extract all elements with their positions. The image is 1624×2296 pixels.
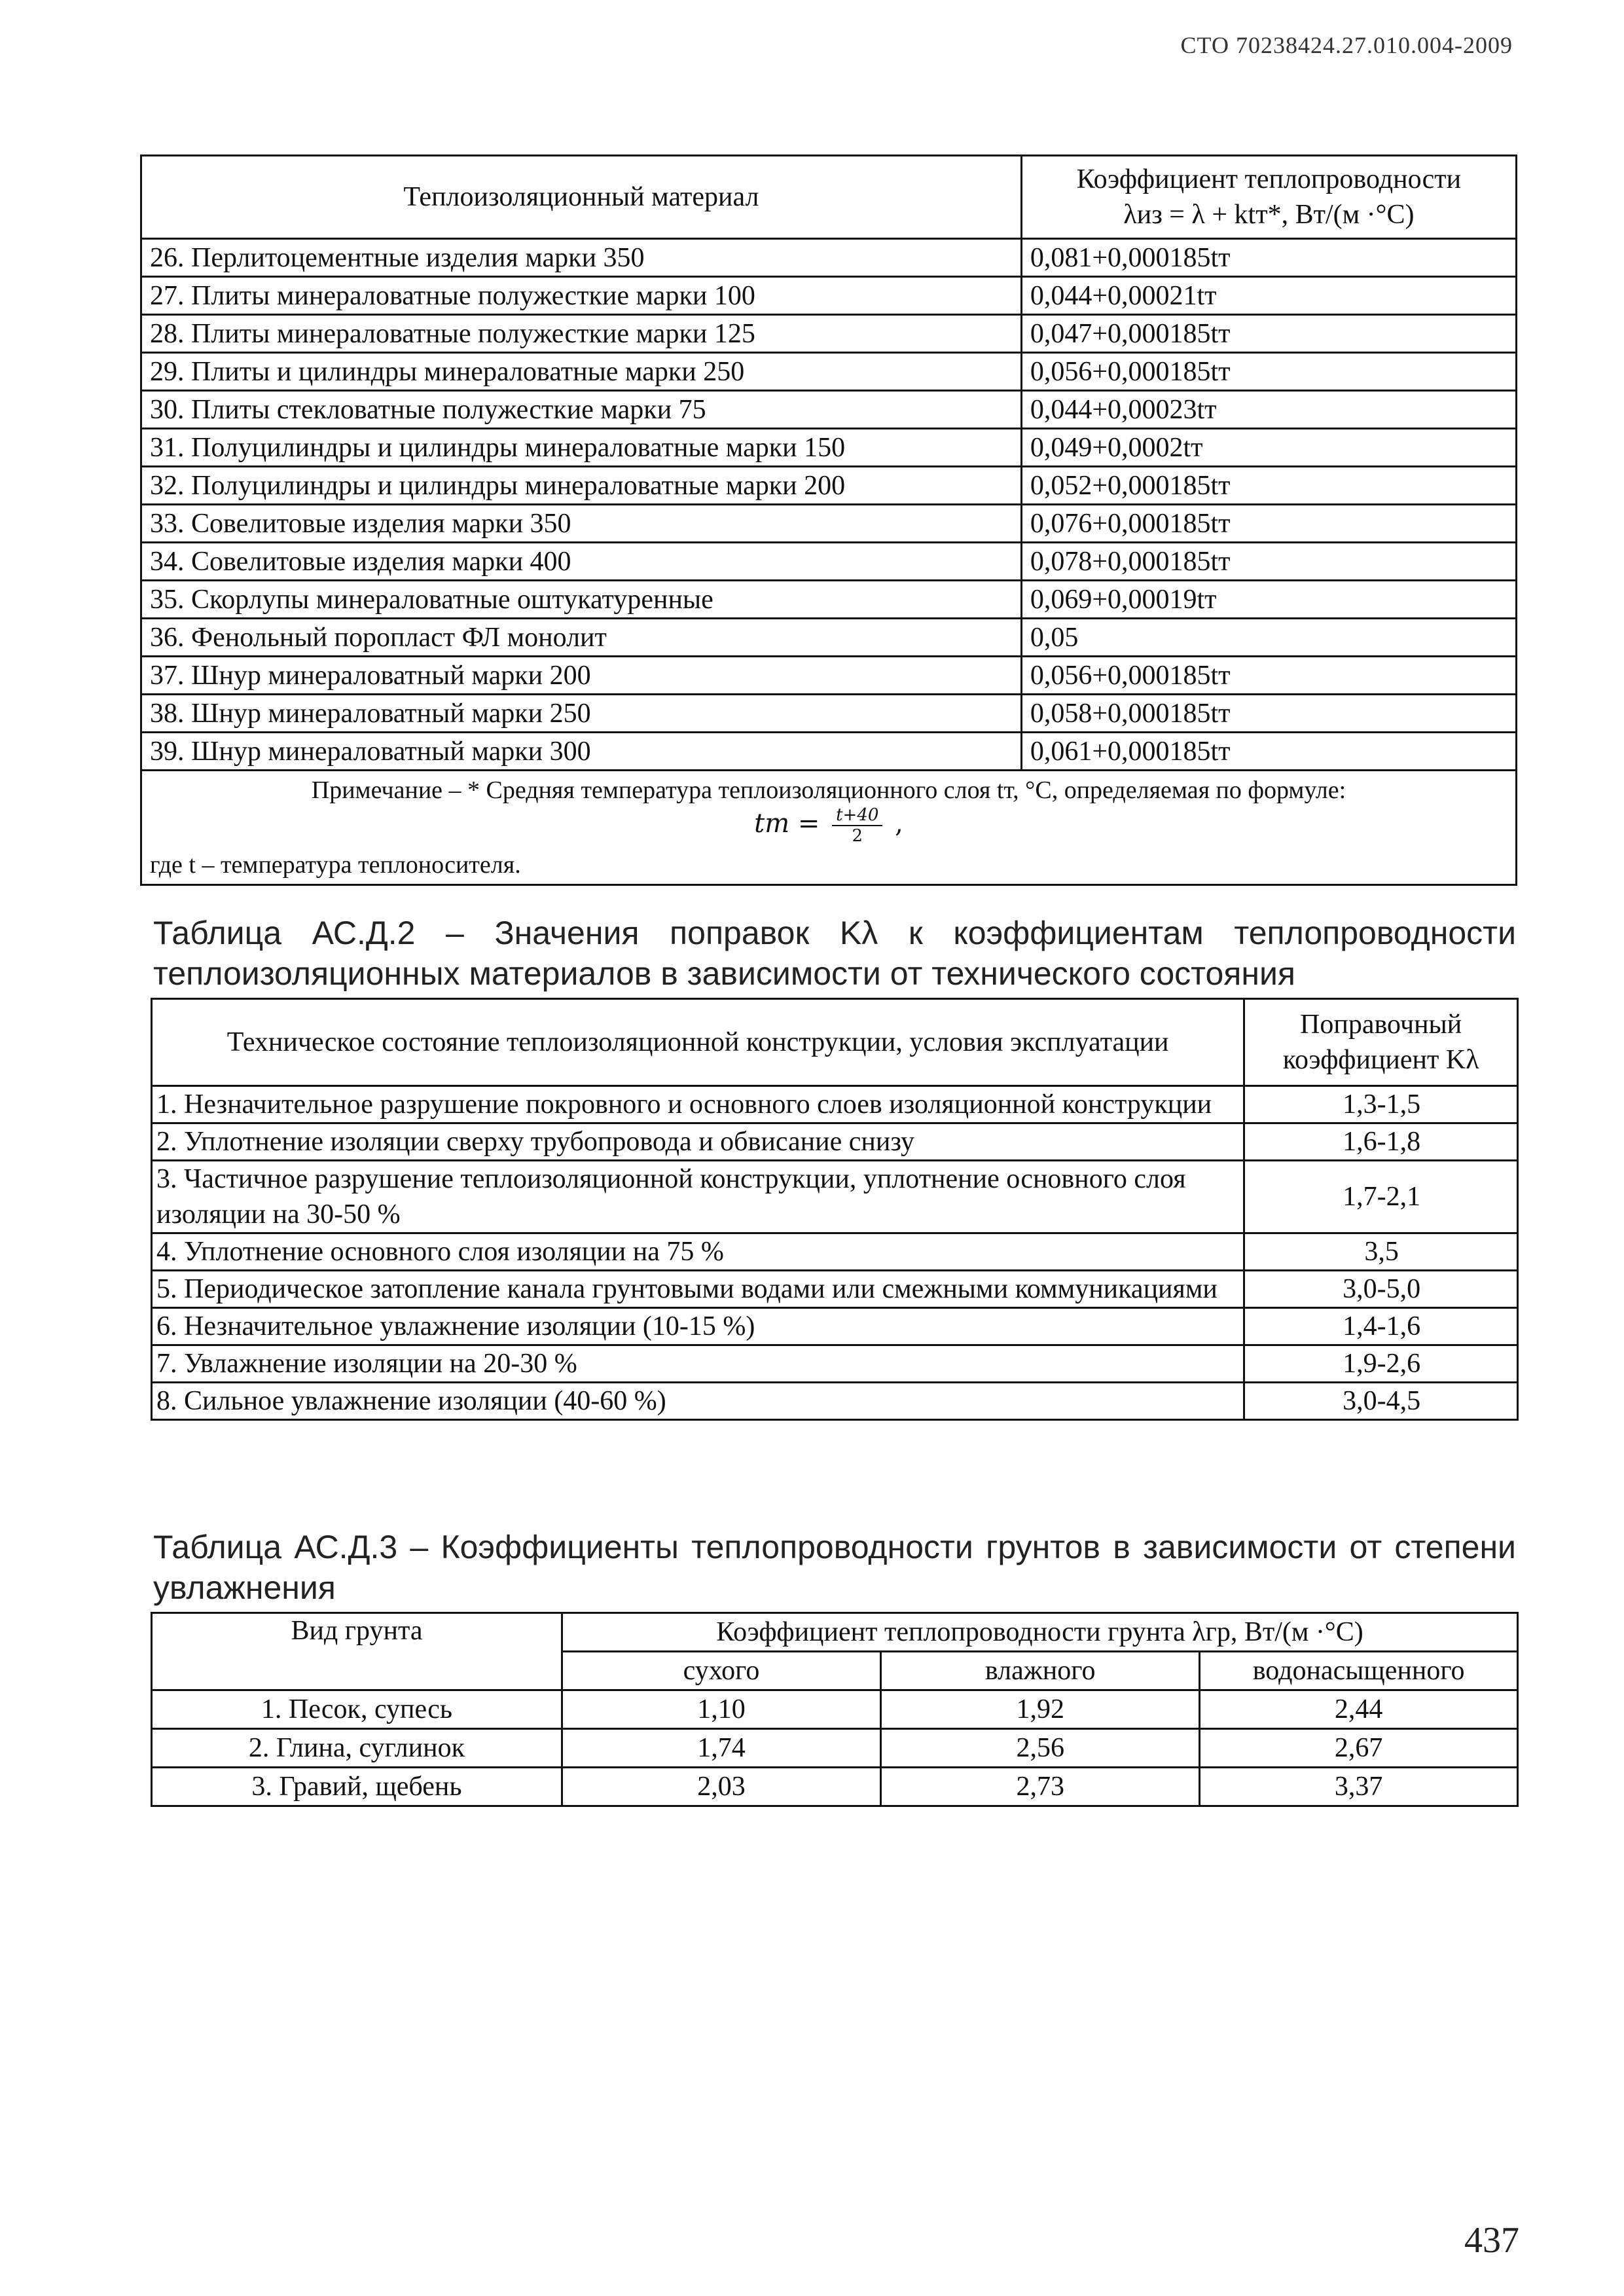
material-cell: 36. Фенольный поропласт ФЛ монолит: [141, 619, 1022, 657]
correction-value-cell: 1,6-1,8: [1244, 1123, 1518, 1161]
soil-cell: 2. Глина, суглинок: [152, 1729, 562, 1768]
material-cell: 37. Шнур минераловатный марки 200: [141, 657, 1022, 695]
state-cell: 1. Незначительное разрушение покровного и основного слоев изоляционной конструкции: [152, 1086, 1244, 1123]
coefficient-cell: 0,058+0,000185tт: [1021, 695, 1516, 733]
note-cell: [141, 771, 1517, 885]
dry-value-cell: 2,03: [562, 1768, 880, 1806]
correction-value-cell: 1,9-2,6: [1244, 1345, 1518, 1383]
table-row: [141, 239, 1517, 277]
dry-value-cell: 1,10: [562, 1690, 880, 1729]
soil-cell: 1. Песок, супесь: [152, 1690, 562, 1729]
coefficient-cell: 0,056+0,000185tт: [1021, 353, 1516, 391]
table-row: [141, 695, 1517, 733]
table-row: [152, 1086, 1518, 1123]
state-cell: 4. Уплотнение основного слоя изоляции на 75 %: [152, 1233, 1244, 1271]
wet-value-cell: 1,92: [881, 1690, 1200, 1729]
table-row: [141, 543, 1517, 581]
table-row: [152, 1271, 1518, 1308]
column-header-correction: Поправочный коэффициент Kλ: [1244, 999, 1518, 1086]
subheader-wet: влажного: [881, 1652, 1200, 1690]
correction-value-cell: 3,0-5,0: [1244, 1271, 1518, 1308]
coefficient-cell: 0,052+0,000185tт: [1021, 467, 1516, 505]
state-cell: 3. Частичное разрушение теплоизоляционной конструкции, уплотнение основного слоя изоляции на 30-50 %: [152, 1161, 1244, 1233]
state-cell: 5. Периодическое затопление канала грунтовыми водами или смежными коммуникациями: [152, 1271, 1244, 1308]
column-header-soil: Вид грунта: [152, 1613, 562, 1690]
table-row: [152, 1345, 1518, 1383]
table-row: [152, 1768, 1518, 1806]
note-text: Примечание – * Средняя температура теплоизоляционного слоя tт, °С, определяемая по формуле:: [311, 776, 1346, 804]
table-header-row: [152, 999, 1518, 1086]
table-row: [141, 733, 1517, 771]
coefficient-cell: 0,047+0,000185tт: [1021, 315, 1516, 353]
table-row: [152, 1161, 1518, 1233]
subheader-saturated: водонасыщенного: [1200, 1652, 1518, 1690]
coefficient-cell: 0,049+0,0002tт: [1021, 429, 1516, 467]
coefficient-cell: 0,081+0,000185tт: [1021, 239, 1516, 277]
state-cell: 8. Сильное увлажнение изоляции (40-60 %): [152, 1383, 1244, 1420]
note-row: [141, 771, 1517, 885]
material-cell: 33. Совелитовые изделия марки 350: [141, 505, 1022, 543]
column-header-group: Коэффициент теплопроводности грунта λгр, Вт/(м ·°С): [562, 1613, 1517, 1652]
correction-value-cell: 1,7-2,1: [1244, 1161, 1518, 1233]
coefficient-cell: 0,076+0,000185tт: [1021, 505, 1516, 543]
state-cell: 7. Увлажнение изоляции на 20-30 %: [152, 1345, 1244, 1383]
table3-caption: Таблица АС.Д.3 – Коэффициенты теплопроводности грунтов в зависимости от степени увлажнения: [153, 1529, 1516, 1606]
material-cell: 39. Шнур минераловатный марки 300: [141, 733, 1022, 771]
column-header-state: Техническое состояние теплоизоляционной конструкции, условия эксплуатации: [152, 999, 1244, 1086]
material-cell: 35. Скорлупы минераловатные оштукатуренные: [141, 581, 1022, 619]
coefficient-header-line1: Коэффициент теплопроводности: [1076, 164, 1462, 194]
coefficient-cell: 0,069+0,00019tт: [1021, 581, 1516, 619]
soil-conductivity-table: [151, 1612, 1519, 1807]
material-cell: 27. Плиты минераловатные полужесткие марки 100: [141, 277, 1022, 315]
coefficient-cell: 0,044+0,00023tт: [1021, 391, 1516, 429]
table-row: [141, 467, 1517, 505]
formula-fraction: [832, 805, 882, 846]
formula-lhs: tт =: [754, 809, 820, 839]
saturated-value-cell: 2,67: [1200, 1729, 1518, 1768]
saturated-value-cell: 3,37: [1200, 1768, 1518, 1806]
table-row: [141, 505, 1517, 543]
column-header-material: Теплоизоляционный материал: [141, 156, 1022, 239]
table-row: [141, 391, 1517, 429]
material-cell: 28. Плиты минераловатные полужесткие марки 125: [141, 315, 1022, 353]
table2-caption: Таблица АС.Д.2 – Значения поправок Kλ к коэффициентам теплопроводности теплоизоляционных материалов в зависимости от технического состояния: [153, 915, 1516, 992]
wet-value-cell: 2,56: [881, 1729, 1200, 1768]
material-cell: 31. Полуцилиндры и цилиндры минераловатные марки 150: [141, 429, 1022, 467]
formula-tail: ,: [895, 809, 903, 839]
table-row: [152, 1729, 1518, 1768]
table-row: [141, 353, 1517, 391]
coefficient-cell: 0,05: [1021, 619, 1516, 657]
correction-coefficients-table: [151, 998, 1519, 1421]
material-cell: 30. Плиты стекловатные полужесткие марки 75: [141, 391, 1022, 429]
insulation-materials-table: [140, 155, 1517, 886]
mean-temperature-formula: [150, 805, 1507, 850]
table-row: [141, 619, 1517, 657]
wet-value-cell: 2,73: [881, 1768, 1200, 1806]
table-row: [141, 657, 1517, 695]
formula-numerator: t+40: [832, 805, 882, 826]
column-header-coefficient: [1021, 156, 1516, 239]
material-cell: 26. Перлитоцементные изделия марки 350: [141, 239, 1022, 277]
state-cell: 2. Уплотнение изоляции сверху трубопровода и обвисание снизу: [152, 1123, 1244, 1161]
table-row: [152, 1308, 1518, 1345]
subheader-dry: сухого: [562, 1652, 880, 1690]
material-cell: 29. Плиты и цилиндры минераловатные марки 250: [141, 353, 1022, 391]
coefficient-cell: 0,044+0,00021tт: [1021, 277, 1516, 315]
coefficient-header-line2: λиз = λ + ktт*, Вт/(м ·°С): [1123, 200, 1415, 230]
table-row: [141, 581, 1517, 619]
correction-value-cell: 3,5: [1244, 1233, 1518, 1271]
table-row: [152, 1383, 1518, 1420]
material-cell: 34. Совелитовые изделия марки 400: [141, 543, 1022, 581]
table-row: [152, 1690, 1518, 1729]
where-text: где t – температура теплоносителя.: [150, 851, 521, 879]
document-code: СТО 70238424.27.010.004-2009: [1180, 32, 1513, 58]
coefficient-cell: 0,078+0,000185tт: [1021, 543, 1516, 581]
correction-value-cell: 3,0-4,5: [1244, 1383, 1518, 1420]
correction-value-cell: 1,3-1,5: [1244, 1086, 1518, 1123]
saturated-value-cell: 2,44: [1200, 1690, 1518, 1729]
state-cell: 6. Незначительное увлажнение изоляции (10-15 %): [152, 1308, 1244, 1345]
correction-value-cell: 1,4-1,6: [1244, 1308, 1518, 1345]
table-header-row: [141, 156, 1517, 239]
table-row: [141, 277, 1517, 315]
dry-value-cell: 1,74: [562, 1729, 880, 1768]
table-row: [141, 429, 1517, 467]
table-header-row: [152, 1613, 1518, 1652]
formula-denominator: 2: [852, 826, 863, 846]
table-row: [152, 1123, 1518, 1161]
material-cell: 38. Шнур минераловатный марки 250: [141, 695, 1022, 733]
table-row: [141, 315, 1517, 353]
coefficient-cell: 0,056+0,000185tт: [1021, 657, 1516, 695]
material-cell: 32. Полуцилиндры и цилиндры минераловатные марки 200: [141, 467, 1022, 505]
coefficient-cell: 0,061+0,000185tт: [1021, 733, 1516, 771]
page-number: 437: [1464, 2220, 1519, 2261]
table-row: [152, 1233, 1518, 1271]
soil-cell: 3. Гравий, щебень: [152, 1768, 562, 1806]
